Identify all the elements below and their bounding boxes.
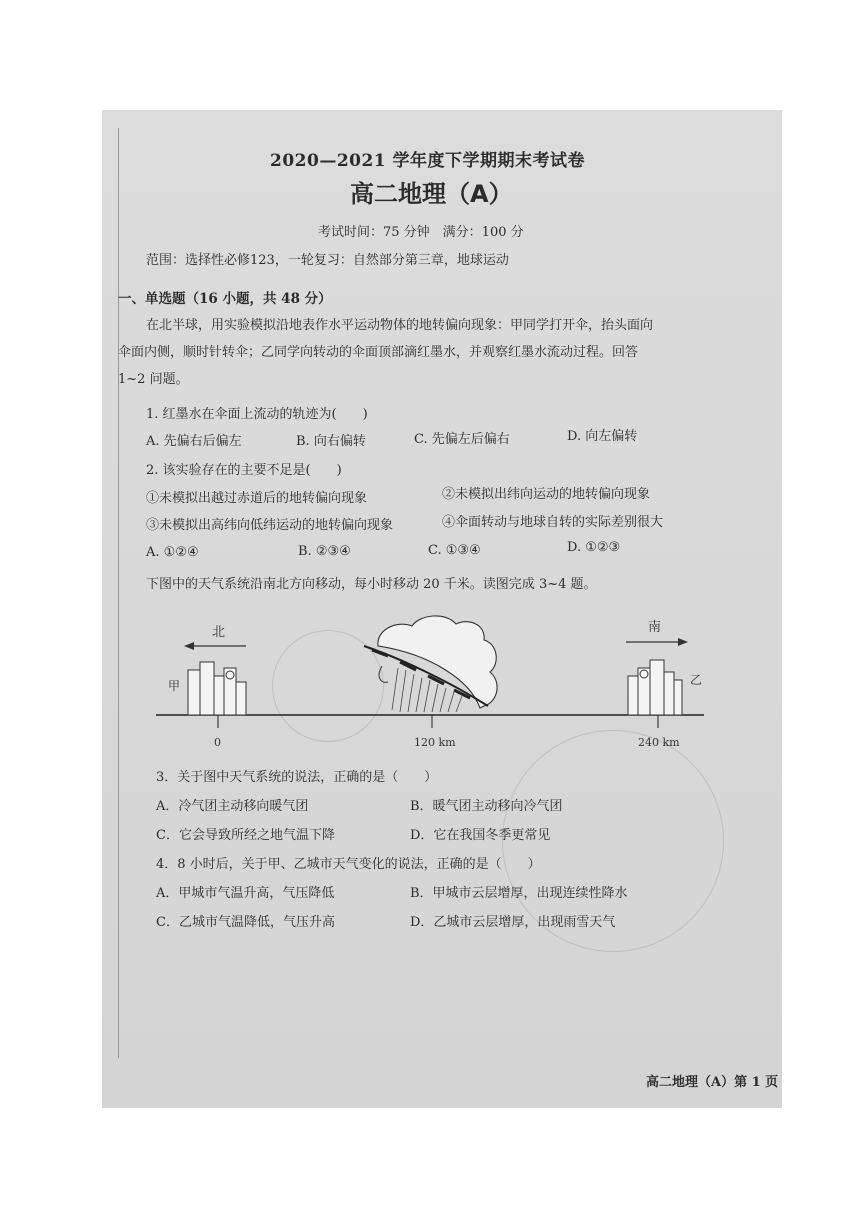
q4-option-a: A．甲城市气温升高，气压降低 — [156, 886, 335, 901]
cloud-icon — [378, 616, 497, 708]
q2-statement-2: ②未模拟出纬向运动的地转偏向现象 — [442, 487, 651, 502]
city-right-icon — [628, 660, 682, 715]
city-jia-label: 甲 — [168, 679, 181, 693]
subject-title: 高二地理（A） — [350, 180, 513, 208]
passage-line: 伞面内侧，顺时针转伞；乙同学向转动的伞面顶部滴红墨水，并观察红墨水流动过程。回答 — [118, 345, 639, 360]
page-margin-line — [118, 128, 119, 1058]
north-label: 北 — [212, 625, 226, 640]
q1-option-c: C. 先偏左后偏右 — [414, 432, 510, 447]
weather-front-figure — [150, 610, 710, 760]
exam-scope: 范围：选择性必修123，一轮复习：自然部分第三章，地球运动 — [146, 253, 509, 268]
question-2-stem: 2. 该实验存在的主要不足是( ) — [146, 463, 342, 478]
q4-option-c: C．乙城市气温降低，气压升高 — [156, 915, 335, 930]
q4-option-d: D．乙城市云层增厚，出现雨雪天气 — [410, 915, 616, 930]
city-yi-label: 乙 — [690, 673, 703, 687]
q2-option-b: B. ②③④ — [298, 544, 351, 559]
city-left-icon — [188, 662, 246, 715]
tick-label-0: 0 — [214, 736, 221, 749]
q3-option-b: B．暖气团主动移向冷气团 — [410, 799, 563, 814]
q2-option-d: D. ①②③ — [567, 540, 621, 555]
question-4-stem: 4．8 小时后，关于甲、乙城市天气变化的说法，正确的是（ ） — [156, 857, 541, 872]
question-3-stem: 3．关于图中天气系统的说法，正确的是（ ） — [156, 770, 438, 785]
q1-option-b: B. 向右偏转 — [296, 434, 366, 449]
section-heading: 一、单选题（16 小题，共 48 分） — [118, 291, 332, 307]
q3-option-c: C．它会导致所经之地气温下降 — [156, 828, 335, 843]
q2-statement-1: ①未模拟出越过赤道后的地转偏向现象 — [146, 491, 368, 506]
exam-info: 考试时间：75 分钟 满分：100 分 — [318, 225, 524, 240]
q3-option-a: A．冷气团主动移向暖气团 — [156, 799, 309, 814]
q2-statement-3: ③未模拟出高纬向低纬运动的地转偏向现象 — [146, 518, 394, 533]
passage-line: 1~2 问题。 — [118, 372, 189, 387]
curl-arrow-icon — [379, 666, 388, 682]
q2-option-c: C. ①③④ — [428, 543, 481, 558]
q3-option-d: D．它在我国冬季更常见 — [410, 828, 551, 843]
exam-title: 2020—2021 学年度下学期期末考试卷 — [270, 151, 586, 171]
passage-2: 下图中的天气系统沿南北方向移动，每小时移动 20 千米。读图完成 3~4 题。 — [146, 577, 597, 592]
page-footer: 高二地理（A）第 1 页 — [646, 1075, 779, 1090]
south-label: 南 — [648, 620, 662, 635]
north-arrow-icon — [184, 642, 194, 650]
q4-option-b: B．甲城市云层增厚，出现连续性降水 — [410, 886, 628, 901]
q2-statement-4: ④伞面转动与地球自转的实际差别很大 — [442, 515, 664, 530]
south-arrow-icon — [678, 638, 688, 646]
q2-option-a: A. ①②④ — [146, 545, 199, 560]
q1-option-d: D. 向左偏转 — [567, 429, 638, 444]
tick-label-120: 120 km — [414, 736, 456, 749]
question-1-stem: 1. 红墨水在伞面上流动的轨迹为( ) — [146, 407, 368, 422]
passage-line: 在北半球，用实验模拟沿地表作水平运动物体的地转偏向现象：甲同学打开伞，抬头面向 — [146, 318, 654, 333]
tick-label-240: 240 km — [638, 736, 680, 749]
q1-option-a: A. 先偏右后偏左 — [146, 434, 242, 449]
front-diagram — [150, 610, 710, 760]
